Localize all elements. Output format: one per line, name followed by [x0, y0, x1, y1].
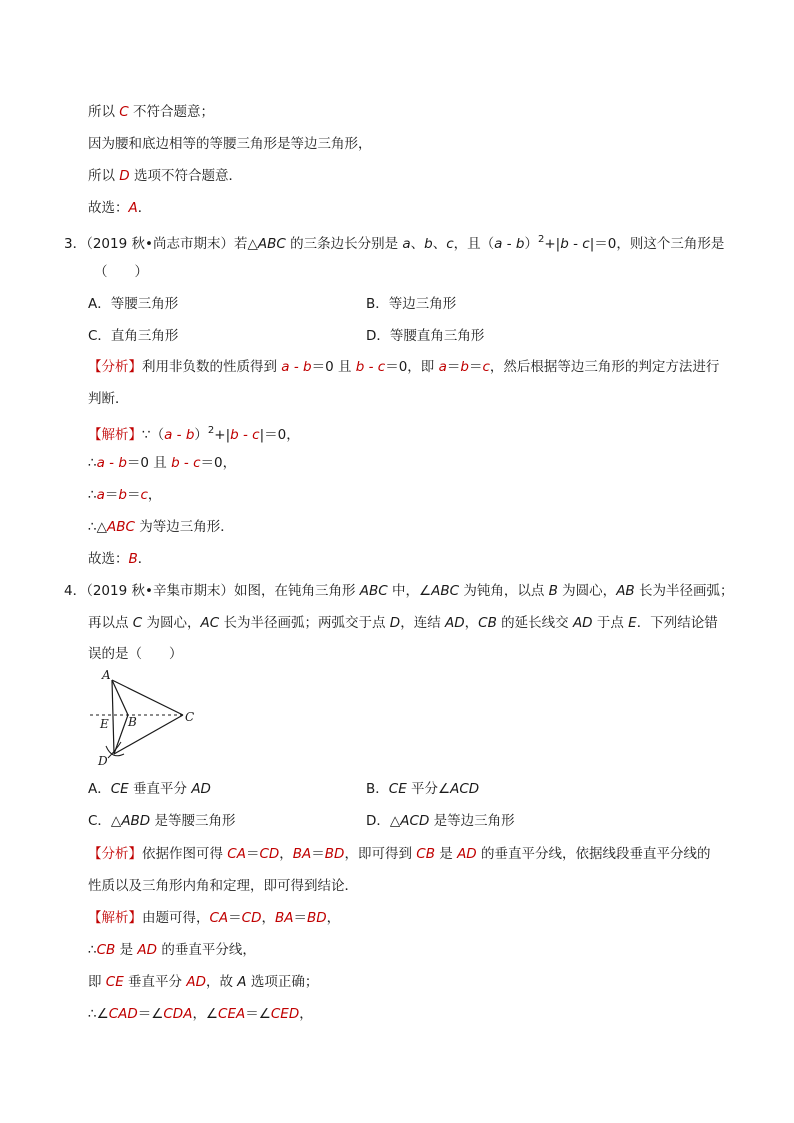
var: B: [128, 551, 138, 567]
text-line: [88, 135, 372, 153]
text: ＝: [311, 846, 325, 862]
segment-cd: [114, 715, 183, 754]
var: b: [424, 236, 433, 252]
var: A: [128, 200, 138, 216]
text: 故选：: [88, 551, 129, 567]
answer-paren: [94, 263, 148, 281]
text: ，: [464, 615, 479, 631]
var: CD: [259, 846, 280, 862]
text: ，: [261, 910, 275, 926]
option-d[interactable]: [366, 812, 515, 830]
var: ACD: [450, 781, 480, 797]
solution-line: [88, 518, 234, 536]
exponent: 2: [207, 425, 215, 436]
text: （ ）: [94, 264, 148, 280]
text: ＝: [104, 487, 119, 503]
question-4-stem: [64, 582, 733, 600]
text: ∵（: [142, 427, 165, 443]
var: A: [237, 974, 247, 990]
text-line: [88, 199, 151, 217]
text: 利用非负数的性质得到: [142, 359, 282, 375]
var: E: [628, 615, 637, 631]
text: ＝: [293, 910, 307, 926]
text: ＝∠: [137, 1006, 164, 1022]
var: AD: [445, 615, 465, 631]
var: c: [446, 236, 454, 252]
var: CB: [96, 942, 116, 958]
text: 为圆心，: [142, 615, 201, 631]
text: ＝0，即: [385, 359, 439, 375]
text: D．△: [366, 813, 401, 829]
var: BD: [324, 846, 345, 862]
text: ．: [137, 551, 152, 567]
var: CEA: [218, 1006, 246, 1022]
analysis-line: [88, 390, 129, 408]
var: CED: [270, 1006, 300, 1022]
analysis-line: [88, 845, 711, 863]
text: ∴: [88, 942, 97, 958]
var: CAD: [108, 1006, 138, 1022]
text: 由题可得，: [142, 910, 210, 926]
var: BD: [307, 910, 327, 926]
text: 因为腰和底边相等的等腰三角形是等边三角形，: [88, 136, 372, 152]
text: 、: [432, 236, 447, 252]
text: ∴△: [88, 519, 107, 535]
text: 误的是（ ）: [88, 646, 183, 662]
var: b: [460, 359, 469, 375]
text: 即: [88, 974, 106, 990]
option-d[interactable]: D．等腰直角三角形: [366, 328, 485, 344]
text: 是等腰三角形: [150, 813, 236, 829]
text-line: [88, 167, 242, 185]
text: 垂直平分: [128, 781, 192, 797]
var: ABC: [359, 583, 388, 599]
var: c: [482, 359, 490, 375]
question-4-stem: [88, 614, 718, 632]
text: |＝0，: [259, 427, 300, 443]
solution-line: [88, 909, 340, 927]
var: C: [132, 615, 143, 631]
question-4-stem: [88, 645, 183, 663]
text: ＝: [126, 487, 141, 503]
exponent: 2: [538, 234, 545, 245]
text: 性质以及三角形内角和定理，即可得到结论．: [88, 878, 358, 894]
text: 为等边三角形．: [134, 519, 234, 535]
var: b: [515, 236, 525, 252]
var: BA: [292, 846, 312, 862]
segment-ad: [112, 680, 114, 754]
label-b: B: [128, 715, 137, 729]
text: 的垂直平分线，依据线段垂直平分线的: [476, 846, 711, 862]
text: 所以: [88, 168, 120, 184]
option-c[interactable]: [88, 812, 236, 830]
text: C．△: [88, 813, 122, 829]
text: 是: [115, 942, 138, 958]
text: ∴: [88, 455, 97, 471]
text: ，连结: [400, 615, 445, 631]
text: 长为半径画弧；两弧交于点: [219, 615, 390, 631]
text-line: [88, 103, 214, 121]
text: ，即可得到: [344, 846, 417, 862]
text: ＝: [468, 359, 483, 375]
var: AB: [616, 583, 635, 599]
segment-ac: [112, 680, 183, 715]
analysis-tag: 【分析】: [88, 359, 142, 375]
var: ABC: [257, 236, 286, 252]
text: 是: [434, 846, 458, 862]
text: 为圆心，: [557, 583, 617, 599]
text: 于点: [592, 615, 629, 631]
var: a - b: [281, 359, 312, 375]
option-a[interactable]: A．等腰三角形: [88, 296, 179, 312]
label-a: A: [102, 668, 111, 682]
var: CB: [478, 615, 497, 631]
text: ，∠: [192, 1006, 219, 1022]
analysis-line: [88, 358, 719, 376]
var: CE: [388, 781, 407, 797]
text: ，: [279, 846, 293, 862]
analysis-tag: 【分析】: [88, 846, 142, 862]
option-a[interactable]: [88, 780, 211, 798]
solution-line: [88, 454, 236, 472]
option-c[interactable]: C．直角三角形: [88, 328, 179, 344]
var: CA: [209, 910, 229, 926]
text: 的三条边长分别是: [285, 236, 403, 252]
var: b: [118, 487, 127, 503]
solution-line: [88, 422, 300, 444]
text: 不符合题意；: [128, 104, 215, 120]
label-c: C: [185, 710, 195, 724]
text: 再以点: [88, 615, 133, 631]
text: 垂直平分: [123, 974, 187, 990]
text: 、: [410, 236, 425, 252]
var: a: [438, 359, 447, 375]
var: D: [119, 168, 130, 184]
question-3-stem: [64, 231, 724, 253]
var: a: [96, 487, 105, 503]
text: ，: [299, 1006, 313, 1022]
text: B．: [366, 781, 389, 797]
var: ABD: [121, 813, 151, 829]
text: ．: [137, 200, 152, 216]
var: C: [119, 104, 129, 120]
text: ＝0，: [200, 455, 237, 471]
text: +|: [214, 427, 231, 443]
var: AC: [200, 615, 220, 631]
segment-ab: [112, 680, 128, 715]
option-b[interactable]: [366, 780, 479, 798]
text: ，: [326, 910, 341, 926]
option-b[interactable]: B．等边三角形: [366, 296, 457, 312]
var: a - b: [96, 455, 127, 471]
text: 平分∠: [406, 781, 451, 797]
var: ABC: [431, 583, 460, 599]
text: +|: [544, 236, 561, 252]
var: b - c: [230, 427, 260, 443]
label-d: D: [98, 754, 108, 768]
var: c: [582, 236, 590, 252]
var: D: [389, 615, 401, 631]
text: 故选：: [88, 200, 129, 216]
question-number: 3．: [64, 236, 87, 252]
text: 选项不符合题意．: [129, 168, 242, 184]
geometry-figure: [88, 668, 218, 768]
solution-tag: 【解析】: [88, 427, 142, 443]
var: CE: [110, 781, 129, 797]
var: CA: [227, 846, 246, 862]
text: ，且（: [453, 236, 495, 252]
text: ＝: [446, 359, 461, 375]
var: BA: [275, 910, 294, 926]
label-e: E: [100, 717, 109, 731]
answer-line: [88, 550, 151, 568]
var: AD: [572, 615, 593, 631]
var: b - c: [171, 455, 201, 471]
text: ，: [147, 487, 162, 503]
var: CD: [241, 910, 262, 926]
text: ＝: [228, 910, 242, 926]
text: ）: [524, 236, 538, 252]
solution-line: [88, 973, 318, 991]
solution-line: [88, 941, 256, 959]
text: 选项正确；: [246, 974, 319, 990]
var: a: [494, 236, 503, 252]
analysis-line: [88, 877, 358, 895]
text: 的延长线交: [496, 615, 573, 631]
var: b: [560, 236, 569, 252]
text: -: [502, 236, 516, 252]
text: （2019 秋•尚志市期末）若△: [86, 236, 258, 252]
text: ＝: [245, 846, 260, 862]
solution-line: [88, 486, 161, 504]
text: |＝0，则这个三角形是: [589, 236, 725, 252]
text: ，故: [206, 974, 238, 990]
var: b - c: [355, 359, 386, 375]
text: 是等边三角形: [429, 813, 515, 829]
var: B: [548, 583, 558, 599]
text: 所以: [88, 104, 120, 120]
text: 依据作图可得: [142, 846, 228, 862]
var: AD: [186, 974, 206, 990]
text: 长为半径画弧；: [634, 583, 734, 599]
text: ＝∠: [245, 1006, 271, 1022]
question-number: 4．: [64, 583, 87, 599]
var: AD: [191, 781, 211, 797]
text: ．下列结论错: [636, 615, 718, 631]
var: a: [402, 236, 411, 252]
solution-tag: 【解析】: [88, 910, 142, 926]
text: ＝0 且: [126, 455, 172, 471]
text: ）: [194, 427, 208, 443]
var: a - b: [164, 427, 195, 443]
var: AD: [457, 846, 477, 862]
text: 为钝角，以点: [459, 583, 549, 599]
text: ∴: [88, 487, 97, 503]
text: 的垂直平分线，: [157, 942, 256, 958]
var: CDA: [163, 1006, 193, 1022]
var: ACD: [400, 813, 430, 829]
text: 判断．: [88, 391, 129, 407]
text: 中，∠: [387, 583, 432, 599]
solution-line: [88, 1005, 313, 1023]
var: AD: [137, 942, 158, 958]
var: CB: [416, 846, 435, 862]
var: CE: [105, 974, 124, 990]
text: -: [568, 236, 583, 252]
text: （2019 秋•辛集市期末）如图，在钝角三角形: [86, 583, 360, 599]
var: c: [140, 487, 148, 503]
text: ∴∠: [88, 1006, 109, 1022]
text: ，然后根据等边三角形的判定方法进行: [489, 359, 720, 375]
text: ＝0 且: [311, 359, 356, 375]
var: ABC: [106, 519, 135, 535]
text: A．: [88, 781, 111, 797]
